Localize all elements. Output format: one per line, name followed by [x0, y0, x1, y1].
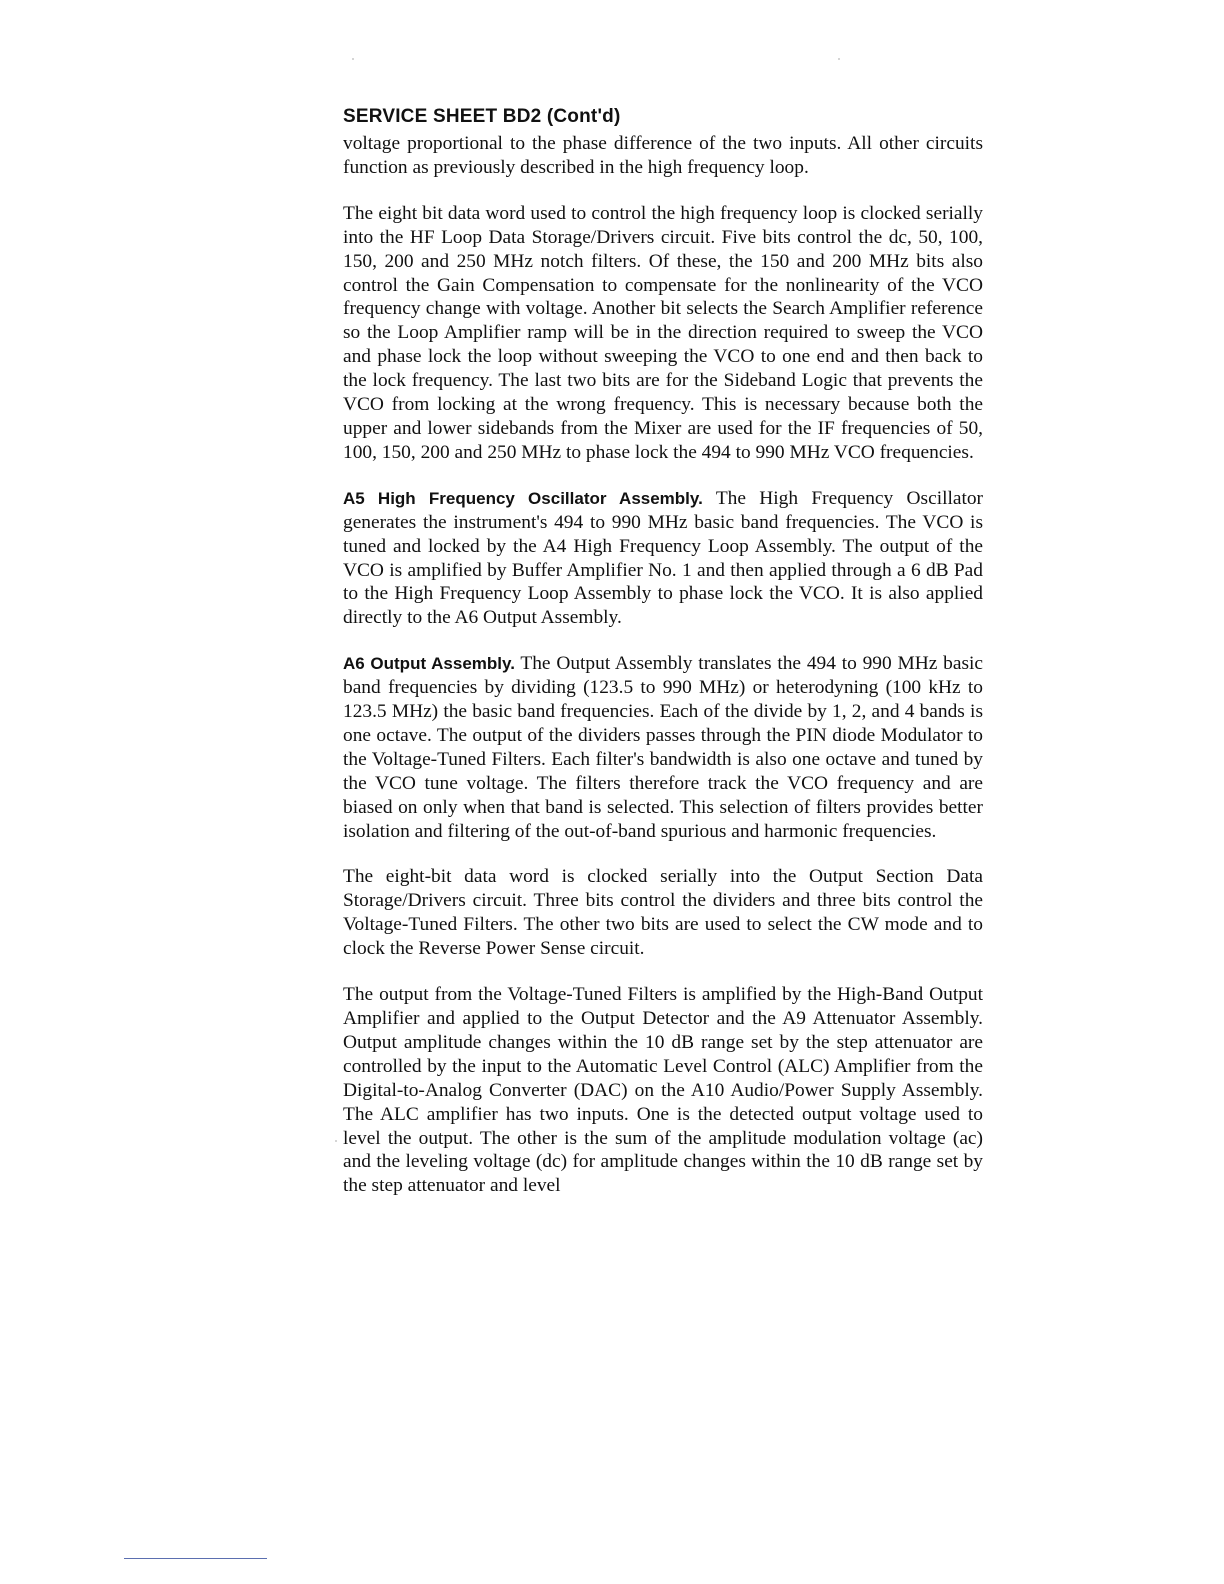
- paragraph-phase-voltage: voltage proportional to the phase difference of the two inputs. All other circuits function as previously described in the high frequency loop.: [343, 133, 983, 178]
- a6-section-title: A6 Output Assembly.: [343, 654, 515, 674]
- scan-speck: [352, 58, 354, 60]
- paragraph-eight-bit-word: The eight bit data word used to control the high frequency loop is clocked serially into the HF Loop Data Storage/Drivers circuit. Five bits control the dc, 50, 100, 150, 200 and 250 MHz notch filters. Of these, the 150 and 200 MHz bits also control the Gain Compensation to compensate for the nonlinearity of the VCO frequency change with voltage. Another bit selects the Search Amplifier reference so the Loop Amplifier ramp will be in the direction required to sweep the VCO and phase lock the loop without sweeping the VCO to one end and then back to the lock frequency. The last two bits are for the Sideband Logic that prevents the VCO from locking at the wrong frequency. This is necessary because both the upper and lower sidebands from the Mixer are used for the IF frequencies of 50, 100, 150, 200 and 250 MHz to phase lock the 494 to 990 MHz VCO frequencies.: [343, 202, 983, 463]
- page-heading: SERVICE SHEET BD2 (Cont'd): [343, 106, 621, 127]
- scan-speck: [335, 1140, 337, 1142]
- paragraph-alc-amplifier: The output from the Voltage-Tuned Filters is amplified by the High-Band Output Amplifier and applied to the Output Detector and the A9 Attenuator Assembly. Output amplitude changes within the 10 dB range set by the step attenuator are controlled by the input to the Automatic Level Control (ALC) Amplifier from the Digital-to-Analog Converter (DAC) on the A10 Audio/Power Supply Assembly. The ALC amplifier has two inputs. One is the detected output voltage used to level the output. The other is the sum of the amplitude modulation voltage (ac) and the leveling voltage (dc) for amplitude changes within the 10 dB range set by the step attenuator and level: [343, 984, 983, 1197]
- footer-rule: [124, 1558, 267, 1559]
- a5-section-body: The High Frequency Oscillator generates the instrument's 494 to 990 MHz basic band frequencies. The VCO is tuned and locked by the A4 High Frequency Loop Assembly. The output of the VCO is amplified by Buffer Amplifier No. 1 and then applied through a 6 dB Pad to the High Frequency Loop Assembly to phase lock the VCO. It is also applied directly to the A6 Output Assembly.: [343, 487, 984, 629]
- a6-section-body: The Output Assembly translates the 494 to 990 MHz basic band frequencies by dividing (123.5 to 990 MHz) or heterodyning (100 kHz to 123.5 MHz) the basic band frequencies. Each of the divide by 1, 2, and 4 bands is one octave. The output of the dividers passes through the PIN diode Modulator to the Voltage-Tuned Filters. Each filter's bandwidth is also one octave and tuned by the VCO tune voltage. The filters therefore track the VCO frequency and are biased on only when that band is selected. This selection of filters provides better isolation and filtering of the out-of-band spurious and harmonic frequencies.: [343, 653, 983, 842]
- paragraph-output-data-word: The eight-bit data word is clocked serially into the Output Section Data Storage/Drivers circuit. Three bits control the dividers and three bits control the Voltage-Tuned Filters. The other two bits are used to select the CW mode and to clock the Reverse Power Sense circuit.: [343, 866, 983, 960]
- paragraph-a6-output: [343, 652, 983, 843]
- document-page: [343, 104, 983, 1198]
- a5-section-title: A5 High Frequency Oscillator Assembly.: [343, 488, 703, 508]
- paragraph-a5-oscillator: [343, 487, 983, 630]
- scan-speck: [838, 58, 840, 60]
